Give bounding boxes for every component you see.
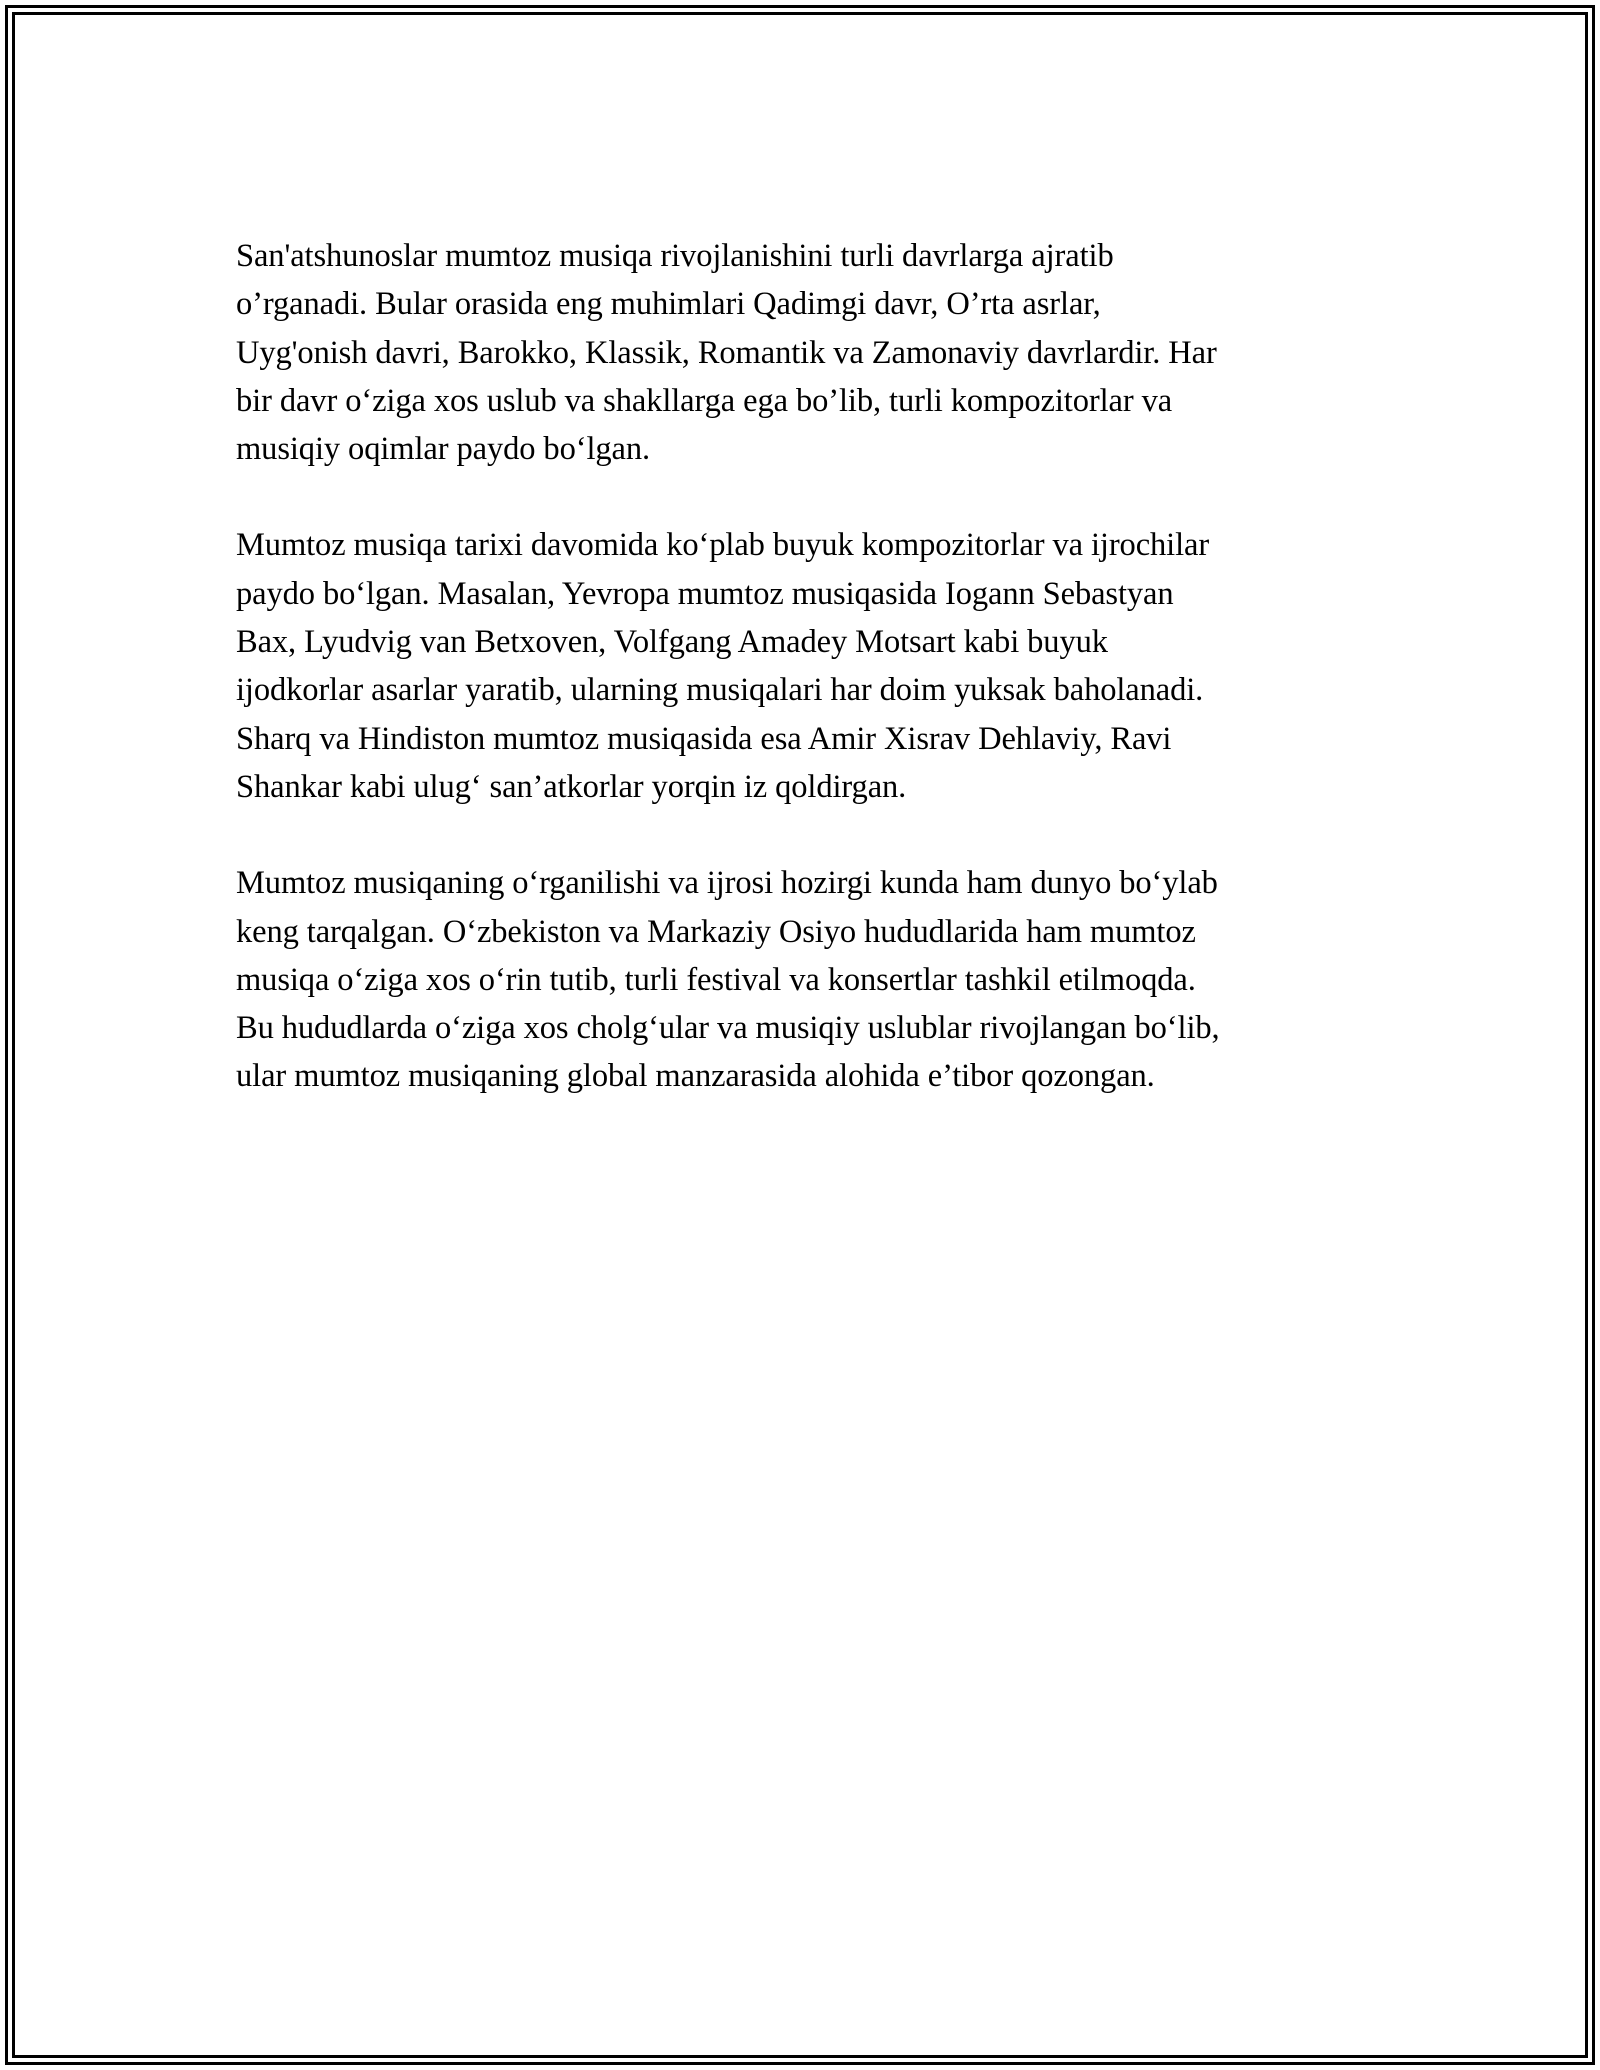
text-line: o’rganadi. Bular orasida eng muhimlari Qadimgi davr, O’rta asrlar, [236, 286, 1101, 323]
paragraph-3 [236, 859, 1366, 1100]
text-line: ijodkorlar asarlar yaratib, ularning musiqalari har doim yuksak baholanadi. [236, 672, 1204, 709]
text-line: Sharq va Hindiston mumtoz musiqasida esa Amir Xisrav Dehlaviy, Ravi [236, 720, 1172, 757]
text-line: Shankar kabi ulug‘ san’atkorlar yorqin iz qoldirgan. [236, 768, 907, 805]
document-body [236, 232, 1366, 1149]
text-line: Bu hududlarda o‘ziga xos cholg‘ular va musiqiy uslublar rivojlangan bo‘lib, [236, 1010, 1220, 1047]
text-line: Bax, Lyudvig van Betxoven, Volfgang Amadey Motsart kabi buyuk [236, 624, 1108, 661]
text-line: musiqiy oqimlar paydo bo‘lgan. [236, 431, 651, 468]
text-line: keng tarqalgan. O‘zbekiston va Markaziy Osiyo hududlarida ham mumtoz [236, 913, 1196, 950]
text-line: paydo bo‘lgan. Masalan, Yevropa mumtoz musiqasida Iogann Sebastyan [236, 575, 1174, 612]
text-line: Mumtoz musiqaning o‘rganilishi va ijrosi hozirgi kunda ham dunyo bo‘ylab [236, 865, 1218, 902]
text-line: Mumtoz musiqa tarixi davomida ko‘plab buyuk kompozitorlar va ijrochilar [236, 527, 1210, 564]
paragraph-2 [236, 521, 1366, 811]
text-line: ular mumtoz musiqaning global manzarasida alohida e’tibor qozongan. [236, 1058, 1155, 1095]
text-line: San'atshunoslar mumtoz musiqa rivojlanishini turli davrlarga ajratib [236, 238, 1114, 274]
text-line: musiqa o‘ziga xos o‘rin tutib, turli festival va konsertlar tashkil etilmoqda. [236, 961, 1196, 998]
text-line: bir davr o‘ziga xos uslub va shakllarga ega bo’lib, turli kompozitorlar va [236, 382, 1173, 419]
paragraph-1 [236, 232, 1366, 473]
text-line: Uyg'onish davri, Barokko, Klassik, Romantik va Zamonaviy davrlardir. Har [236, 334, 1217, 371]
